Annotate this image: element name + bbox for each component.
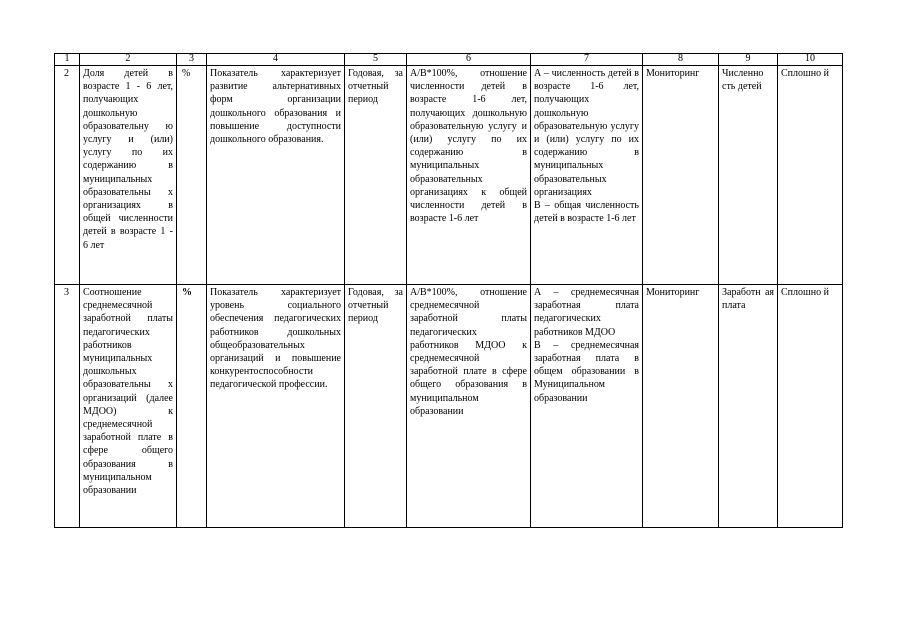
method-cell: Мониторинг	[643, 285, 719, 528]
unit-cell: %	[177, 285, 207, 528]
column-header: 4	[207, 54, 345, 66]
column-header: 9	[719, 54, 778, 66]
unit-cell: %	[177, 66, 207, 285]
indicator-name: Доля детей в возрасте 1 - 6 лет, получающих дошкольную образовательну ю услугу и (или) услугу по их содержанию в муниципальных образовательны х организациях в общей численности детей в возрасте 1 - 6 лет	[80, 66, 177, 285]
variables-cell: А – численность детей в возрасте 1-6 лет, получающих дошкольную образовательную услугу и (или) услугу по их содержанию в муниципальных образовательных организациях В – общая численность детей в возрасте 1-6 лет	[531, 66, 643, 285]
variables-cell: А – среднемесячная заработная плата педагогических работников МДОО В – среднемесячная заработная плата в общем образовании в Муниципальном образовании	[531, 285, 643, 528]
period-cell: Годовая, за отчетный период	[345, 66, 407, 285]
source-cell: Заработн ая плата	[719, 285, 778, 528]
description-cell: Показатель характеризует развитие альтернативных форм организации дошкольного образования и повышение доступности дошкольного образования.	[207, 66, 345, 285]
period-cell: Годовая, за отчетный период	[345, 285, 407, 528]
formula-cell: А/В*100%, отношение численности детей в возрасте 1-6 лет, получающих дошкольную образовательную услугу и (или) услугу по их содержанию в муниципальных образовательных организациях к общей численности детей в возрасте 1-6 лет	[407, 66, 531, 285]
method-cell: Мониторинг	[643, 66, 719, 285]
column-header: 7	[531, 54, 643, 66]
table-row	[55, 285, 843, 528]
header-row	[55, 54, 843, 66]
row-number: 2	[55, 66, 80, 285]
indicators-table	[54, 53, 843, 528]
column-header: 5	[345, 54, 407, 66]
coverage-cell: Сплошно й	[778, 285, 843, 528]
column-header: 3	[177, 54, 207, 66]
source-cell: Численно сть детей	[719, 66, 778, 285]
column-header: 2	[80, 54, 177, 66]
formula-cell: А/В*100%, отношение среднемесячной заработной платы педагогических работников МДОО к среднемесячной заработной плате в сфере общего образования в муниципальном образовании	[407, 285, 531, 528]
indicator-name: Соотношение среднемесячной заработной платы педагогических работников муниципальных дошкольных образовательны х организаций (далее МДОО) к среднемесячной заработной плате в сфере общего образования в муниципальном образовании	[80, 285, 177, 528]
table-row	[55, 66, 843, 285]
description-cell: Показатель характеризует уровень социального обеспечения педагогических работников дошкольных общеобразовательных организаций и повышение конкурентоспособности педагогической профессии.	[207, 285, 345, 528]
coverage-cell: Сплошно й	[778, 66, 843, 285]
column-header: 10	[778, 54, 843, 66]
row-number: 3	[55, 285, 80, 528]
column-header: 8	[643, 54, 719, 66]
column-header: 1	[55, 54, 80, 66]
column-header: 6	[407, 54, 531, 66]
